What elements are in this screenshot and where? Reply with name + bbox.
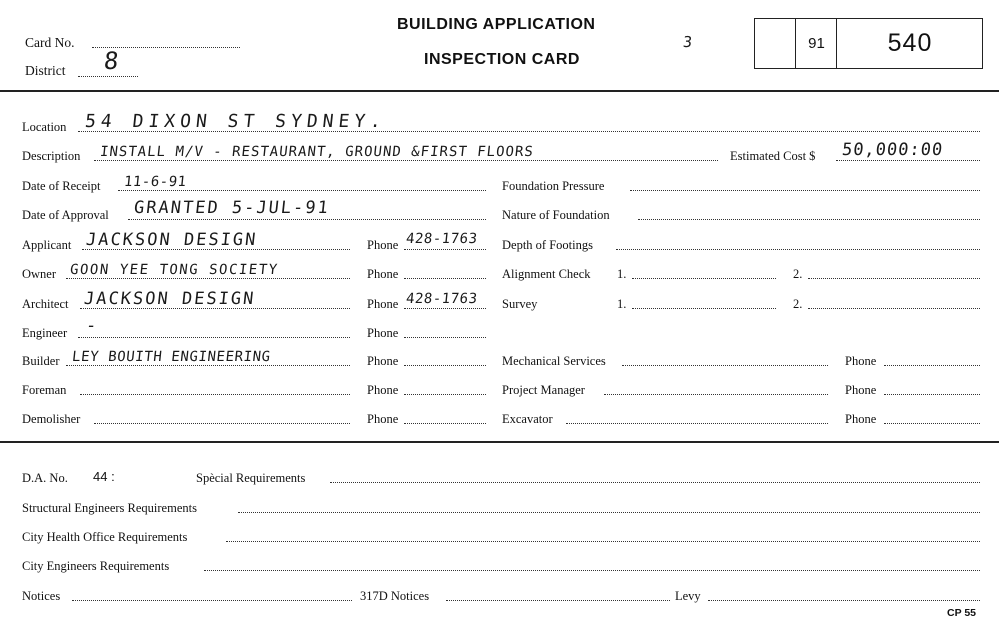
survey-line1: [632, 308, 776, 309]
applicant-value: JACKSON DESIGN: [84, 230, 259, 250]
project-manager-line: [604, 394, 828, 395]
applicant-phone-label: Phone: [367, 238, 399, 252]
demolisher-label: Demolisher: [22, 412, 81, 426]
applicant-phone-line: [404, 249, 486, 250]
special-requirements-line: [330, 482, 980, 483]
builder-value: LEY BOUITH ENGINEERING: [71, 349, 272, 365]
alignment-check-line2: [808, 278, 980, 279]
survey-label: Survey: [502, 297, 538, 311]
excavator-phone-line: [884, 423, 980, 424]
notices-label: Notices: [22, 589, 61, 603]
da-no-label: D.A. No.: [22, 471, 68, 485]
foundation-pressure-label: Foundation Pressure: [502, 179, 605, 193]
project-manager-phone-line: [884, 394, 980, 395]
city-engineers-label: City Engineers Requirements: [22, 559, 170, 573]
survey-line2: [808, 308, 980, 309]
foreman-phone-line: [404, 394, 486, 395]
survey-num2: 2.: [793, 297, 803, 311]
middle-divider: [0, 441, 999, 443]
city-health-line: [226, 541, 980, 542]
estimated-cost-line: [836, 160, 980, 161]
foreman-phone-label: Phone: [367, 383, 399, 397]
depth-footings-label: Depth of Footings: [502, 238, 593, 252]
excavator-label: Excavator: [502, 412, 553, 426]
alignment-check-line1: [632, 278, 776, 279]
nature-foundation-label: Nature of Foundation: [502, 208, 610, 222]
title-line2: INSPECTION CARD: [424, 51, 580, 68]
district-line: [78, 76, 138, 77]
box-number: 540: [836, 19, 983, 68]
location-value: 54 DIXON ST SYDNEY.: [83, 111, 388, 132]
architect-value: JACKSON DESIGN: [82, 289, 257, 309]
alignment-check-num2: 2.: [793, 267, 803, 281]
header-divider: [0, 90, 999, 92]
builder-phone-label: Phone: [367, 354, 399, 368]
owner-phone-label: Phone: [367, 267, 399, 281]
demolisher-phone-label: Phone: [367, 412, 399, 426]
applicant-phone-value: 428-1763: [405, 231, 479, 247]
mechanical-services-line: [622, 365, 828, 366]
box-year: 91: [795, 19, 837, 68]
alignment-check-num1: 1.: [617, 267, 627, 281]
city-engineers-line: [204, 570, 980, 571]
card-no-label: Card No.: [25, 35, 75, 50]
city-health-label: City Health Office Requirements: [22, 530, 188, 544]
foundation-pressure-line: [630, 190, 980, 191]
engineer-value: -: [84, 316, 99, 336]
mechanical-phone-line: [884, 365, 980, 366]
district-value: 8: [102, 47, 121, 75]
description-value: INSTALL M/V - RESTAURANT, GROUND &FIRST FLOORS: [99, 144, 535, 160]
levy-label: Levy: [675, 589, 701, 603]
demolisher-line: [94, 423, 350, 424]
district-label: District: [25, 63, 66, 78]
structural-requirements-line: [238, 512, 980, 513]
survey-num1: 1.: [617, 297, 627, 311]
architect-label: Architect: [22, 297, 69, 311]
owner-value: GOON YEE TONG SOCIETY: [69, 262, 280, 278]
nature-foundation-line: [638, 219, 980, 220]
architect-phone-label: Phone: [367, 297, 399, 311]
excavator-phone-label: Phone: [845, 412, 877, 426]
owner-label: Owner: [22, 267, 57, 281]
architect-phone-value: 428-1763: [405, 291, 479, 307]
special-requirements-label: Spècial Requirements: [196, 471, 306, 485]
location-label: Location: [22, 120, 67, 134]
notices-317d-label: 317D Notices: [360, 589, 430, 603]
date-approval-value: GRANTED 5-JUL-91: [132, 198, 331, 218]
notices-317d-line: [446, 600, 670, 601]
depth-footings-line: [616, 249, 980, 250]
alignment-check-label: Alignment Check: [502, 267, 591, 281]
levy-line: [708, 600, 980, 601]
project-manager-phone-label: Phone: [845, 383, 877, 397]
architect-phone-line: [404, 308, 486, 309]
foreman-label: Foreman: [22, 383, 67, 397]
notices-line: [72, 600, 352, 601]
date-receipt-value: 11-6-91: [123, 174, 188, 190]
mechanical-services-label: Mechanical Services: [502, 354, 606, 368]
side-number: 3: [682, 33, 694, 51]
demolisher-phone-line: [404, 423, 486, 424]
mechanical-phone-label: Phone: [845, 354, 877, 368]
description-label: Description: [22, 149, 81, 163]
application-number-box: [754, 18, 983, 69]
engineer-phone-label: Phone: [367, 326, 399, 340]
owner-phone-line: [404, 278, 486, 279]
engineer-label: Engineer: [22, 326, 68, 340]
date-approval-line: [128, 219, 486, 220]
date-approval-label: Date of Approval: [22, 208, 109, 222]
title-line1: BUILDING APPLICATION: [397, 16, 596, 33]
estimated-cost-value: 50,000:00: [840, 140, 945, 160]
date-receipt-label: Date of Receipt: [22, 179, 101, 193]
foreman-line: [80, 394, 350, 395]
builder-label: Builder: [22, 354, 60, 368]
builder-phone-line: [404, 365, 486, 366]
excavator-line: [566, 423, 828, 424]
project-manager-label: Project Manager: [502, 383, 585, 397]
structural-requirements-label: Structural Engineers Requirements: [22, 501, 197, 515]
engineer-line: [78, 337, 350, 338]
applicant-label: Applicant: [22, 238, 72, 252]
engineer-phone-line: [404, 337, 486, 338]
footer-code: CP 55: [947, 607, 976, 619]
da-no-value: 44 :: [93, 469, 115, 484]
estimated-cost-label: Estimated Cost $: [730, 149, 816, 163]
